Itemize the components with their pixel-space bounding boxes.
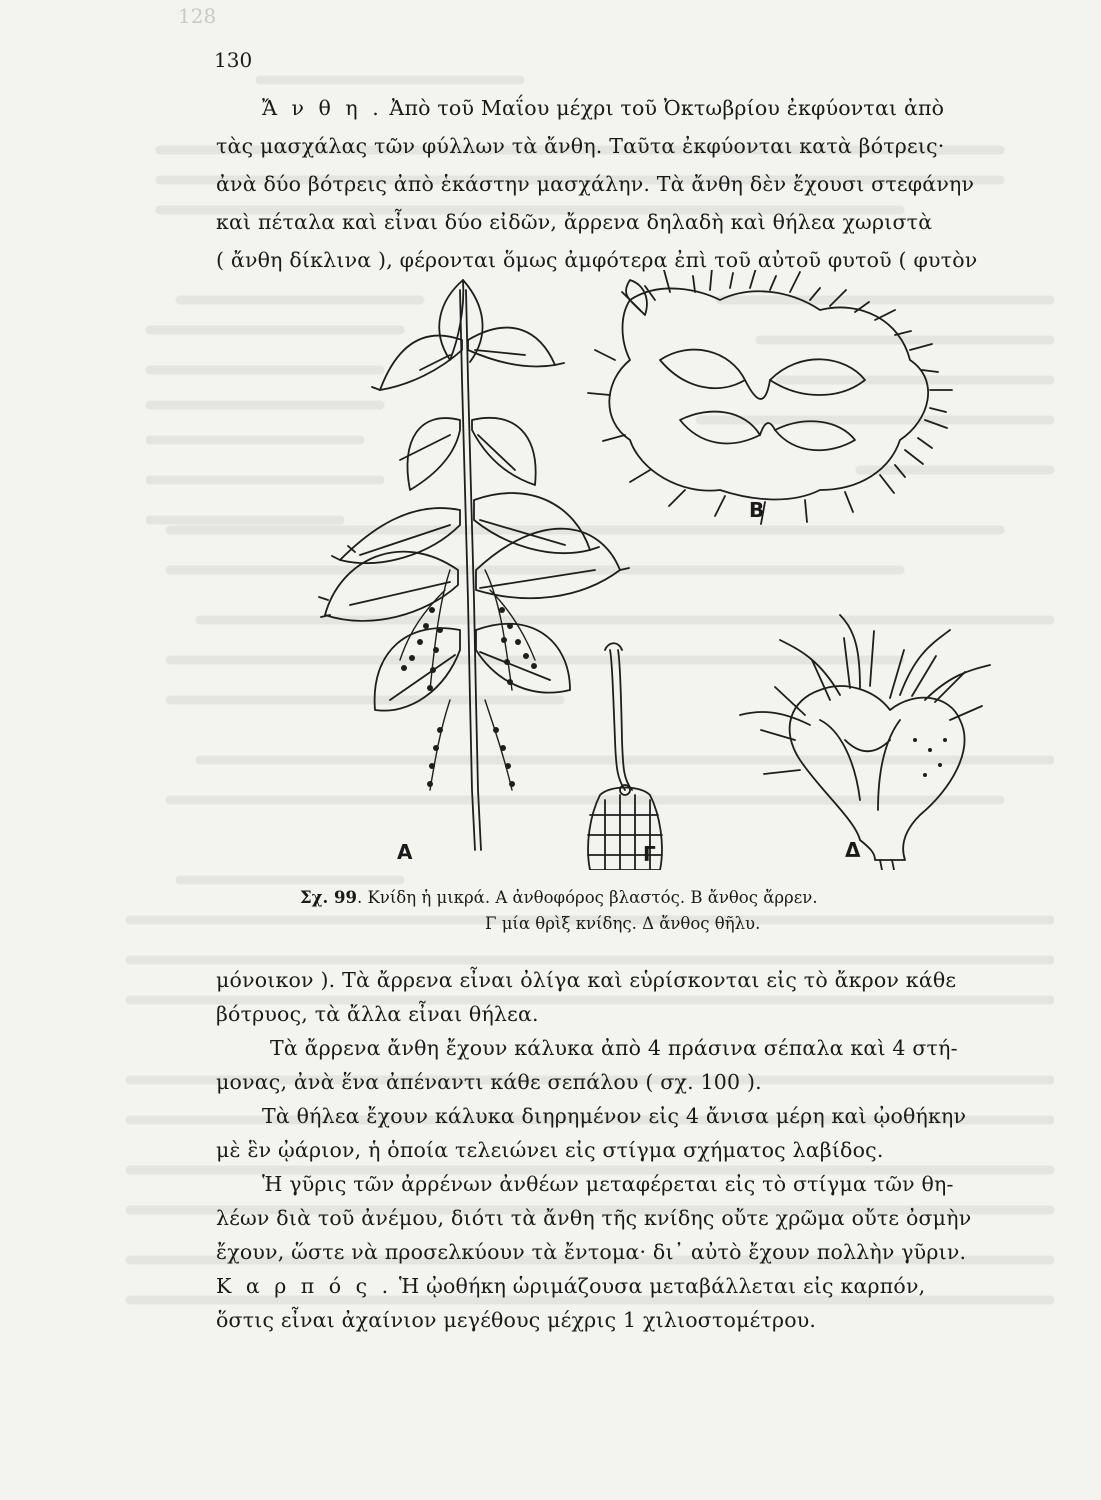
text-line: ἀνὰ δύο βότρεις ἀπὸ ἑκάστην μασχάλην. Τὰ ἄνθη δὲν ἔχουσι στεφάνην bbox=[216, 172, 975, 196]
figure-label-c: Γ bbox=[643, 842, 656, 866]
ghost-page-number: 128 bbox=[178, 4, 217, 28]
text-line: ἔχουν, ὥστε νὰ προσελκύουν τὰ ἔντομα· δι᾽ αὐτὸ ἔχουν πολλὴν γῦριν. bbox=[216, 1240, 967, 1264]
figure-number: Σχ. 99 bbox=[300, 888, 357, 907]
text-line: μόνοικον ). Τὰ ἄρρενα εἶναι ὀλίγα καὶ εὑρίσκονται εἰς τὸ ἄκρον κάθε bbox=[216, 968, 957, 992]
text-line: Ἄ ν θ η . Ἀπὸ τοῦ Μαΐου μέχρι τοῦ Ὀκτωβρίου ἐκφύονται ἀπὸ bbox=[262, 96, 945, 120]
text-line: Ἡ γῦρις τῶν ἀρρένων ἀνθέων μεταφέρεται εἰς τὸ στίγμα τῶν θη- bbox=[262, 1172, 954, 1196]
section-heading-anthi: Ἄ ν θ η . bbox=[262, 96, 383, 120]
text-line: Τὰ ἄρρενα ἄνθη ἔχουν κάλυκα ἀπὸ 4 πράσινα σέπαλα καὶ 4 στή- bbox=[270, 1036, 958, 1060]
stinging-hair-drawing bbox=[588, 643, 662, 870]
nettle-illustration bbox=[300, 270, 1080, 870]
text-line: μονας, ἀνὰ ἕνα ἀπέναντι κάθε σεπάλου ( σχ. 100 ). bbox=[216, 1070, 762, 1094]
figure-caption-line-2: Γ μία θρὶξ κνίδης. Δ ἄνθος θῆλυ. bbox=[485, 914, 761, 933]
text-line: καὶ πέταλα καὶ εἶναι δύο εἰδῶν, ἄρρενα δηλαδὴ καὶ θήλεα χωριστὰ bbox=[216, 210, 933, 234]
male-flower-drawing bbox=[588, 270, 952, 524]
text-line: μὲ ἓν ᾠάριον, ἡ ὁποία τελειώνει εἰς στίγμα σχήματος λαβίδος. bbox=[216, 1138, 884, 1162]
text-line: βότρυος, τὰ ἄλλα εἶναι θήλεα. bbox=[216, 1002, 539, 1026]
text-line: λέων διὰ τοῦ ἀνέμου, διότι τὰ ἄνθη τῆς κνίδης οὔτε χρῶμα οὔτε ὀσμὴν bbox=[216, 1206, 972, 1230]
text-line: Τὰ θήλεα ἔχουν κάλυκα διηρημένον εἰς 4 ἄνισα μέρη καὶ ᾠοθήκην bbox=[262, 1104, 967, 1128]
figure-label-a: Α bbox=[397, 840, 413, 864]
figure-label-d: Δ bbox=[845, 838, 861, 862]
figure-caption-line-1: Σχ. 99. Κνίδη ἡ μικρά. Α ἀνθοφόρος βλαστός. Β ἄνθος ἄρρεν. bbox=[300, 888, 818, 907]
page-number: 130 bbox=[214, 48, 253, 72]
text-line: ὅστις εἶναι ἀχαίνιον μεγέθους μέχρις 1 χιλιοστομέτρου. bbox=[216, 1308, 817, 1332]
flowering-stem-drawing bbox=[319, 280, 629, 850]
text-line: Κ α ρ π ό ς . Ἡ ᾠοθήκη ὡριμάζουσα μεταβάλλεται εἰς καρπόν, bbox=[216, 1274, 926, 1298]
figure-label-b: Β bbox=[749, 498, 765, 522]
text-line: ( ἄνθη δίκλινα ), φέρονται ὅμως ἀμφότερα ἐπὶ τοῦ αὐτοῦ φυτοῦ ( φυτὸν bbox=[216, 248, 978, 272]
female-flower-drawing bbox=[740, 615, 990, 870]
text-line: τὰς μασχάλας τῶν φύλλων τὰ ἄνθη. Ταῦτα ἐκφύονται κατὰ βότρεις· bbox=[216, 134, 945, 158]
section-heading-karpos: Κ α ρ π ό ς . bbox=[216, 1274, 393, 1298]
